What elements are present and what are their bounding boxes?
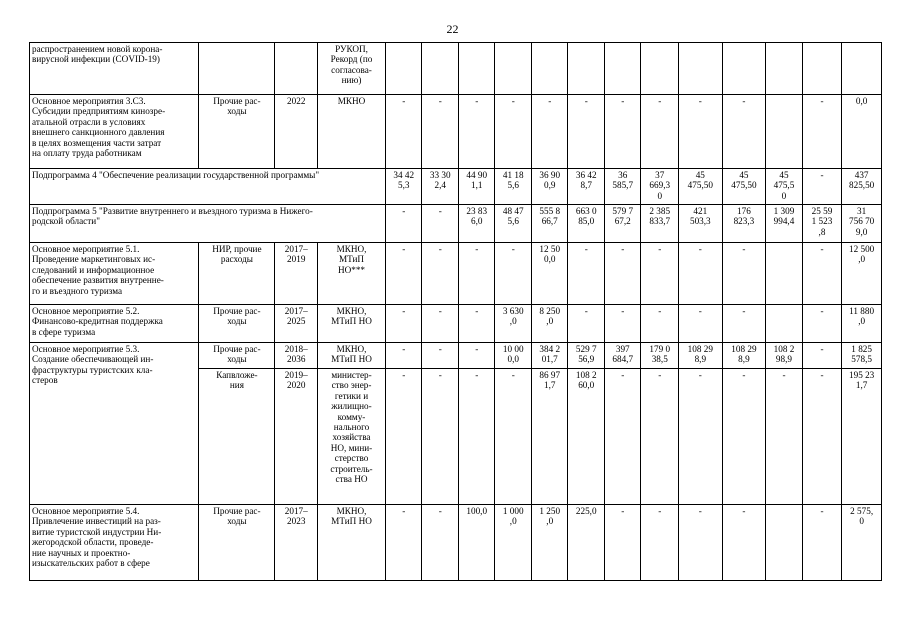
year-value-cell: 86 97 1,7 bbox=[531, 369, 568, 505]
year-value-cell: - bbox=[641, 369, 679, 505]
measure-name-cell: Основное мероприятие 5.1. Проведение маркетинговых ис- следований и информационное обеспечение развития внутренне- го и въездного туризма bbox=[30, 243, 199, 305]
year-value-cell: - bbox=[385, 305, 422, 343]
year-value-cell: - bbox=[458, 95, 495, 169]
year-value-cell: - bbox=[422, 243, 459, 305]
year-value-cell: 421 503,3 bbox=[679, 205, 723, 243]
year-value-cell: 179 0 38,5 bbox=[641, 343, 679, 369]
year-value-cell: - bbox=[802, 243, 842, 305]
year-value-cell: 529 7 56,9 bbox=[568, 343, 605, 369]
year-value-cell: 37 669,3 0 bbox=[641, 169, 679, 205]
year-value-cell bbox=[722, 43, 766, 95]
year-value-cell: 384 2 01,7 bbox=[531, 343, 568, 369]
year-value-cell: 31 756 70 9,0 bbox=[842, 205, 882, 243]
year-value-cell bbox=[766, 43, 803, 95]
year-value-cell: 41 18 5,6 bbox=[495, 169, 532, 205]
measure-name-cell: Основное мероприятие 5.4. Привлечение инвестиций на раз- витие туристской индустрии Ни- жегородской области, проведе- ние научных и проектно- изыскательских работ в сфере bbox=[30, 505, 199, 581]
year-value-cell bbox=[842, 43, 882, 95]
year-value-cell: - bbox=[458, 243, 495, 305]
year-value-cell: - bbox=[766, 369, 803, 505]
year-value-cell: - bbox=[495, 369, 532, 505]
year-value-cell: 34 42 5,3 bbox=[385, 169, 422, 205]
year-value-cell: 25 59 1 523 ,8 bbox=[802, 205, 842, 243]
year-value-cell: - bbox=[802, 305, 842, 343]
executor-cell: МКНО, МТиП НО bbox=[318, 505, 386, 581]
table-row bbox=[30, 43, 882, 95]
year-value-cell: 33 30 2,4 bbox=[422, 169, 459, 205]
year-value-cell bbox=[766, 305, 803, 343]
year-value-cell: 23 83 6,0 bbox=[458, 205, 495, 243]
year-value-cell: - bbox=[422, 369, 459, 505]
executor-cell: МКНО, МТиП НО bbox=[318, 343, 386, 369]
year-value-cell: - bbox=[679, 243, 723, 305]
year-value-cell bbox=[458, 43, 495, 95]
year-value-cell bbox=[385, 43, 422, 95]
year-value-cell: - bbox=[385, 95, 422, 169]
year-value-cell: - bbox=[722, 505, 766, 581]
year-value-cell: 48 47 5,6 bbox=[495, 205, 532, 243]
measure-name-cell: Основное мероприятие 5.2. Финансово-кредитная поддержка в сфере туризма bbox=[30, 305, 199, 343]
year-value-cell: 579 7 67,2 bbox=[604, 205, 641, 243]
year-value-cell: - bbox=[722, 369, 766, 505]
year-value-cell: 45 475,50 bbox=[679, 169, 723, 205]
year-value-cell: - bbox=[604, 95, 641, 169]
table-row bbox=[30, 243, 882, 305]
year-value-cell: 100,0 bbox=[458, 505, 495, 581]
executor-cell: МКНО, МТиП НО bbox=[318, 305, 386, 343]
table-row bbox=[30, 169, 882, 205]
period-cell: 2018– 2036 bbox=[275, 343, 318, 369]
year-value-cell: 12 500 ,0 bbox=[842, 243, 882, 305]
year-value-cell: 8 250 ,0 bbox=[531, 305, 568, 343]
year-value-cell: - bbox=[802, 369, 842, 505]
table-row bbox=[30, 505, 882, 581]
year-value-cell: - bbox=[458, 343, 495, 369]
year-value-cell: - bbox=[495, 243, 532, 305]
year-value-cell: - bbox=[385, 343, 422, 369]
year-value-cell: 44 90 1,1 bbox=[458, 169, 495, 205]
table-row bbox=[30, 305, 882, 343]
year-value-cell: 225,0 bbox=[568, 505, 605, 581]
year-value-cell: - bbox=[802, 343, 842, 369]
year-value-cell: - bbox=[422, 505, 459, 581]
year-value-cell: - bbox=[422, 305, 459, 343]
year-value-cell: - bbox=[604, 243, 641, 305]
year-value-cell: - bbox=[458, 369, 495, 505]
year-value-cell: - bbox=[722, 305, 766, 343]
year-value-cell: - bbox=[802, 95, 842, 169]
year-value-cell: - bbox=[604, 305, 641, 343]
year-value-cell: - bbox=[422, 205, 459, 243]
budget-table bbox=[29, 42, 882, 581]
year-value-cell: 36 42 8,7 bbox=[568, 169, 605, 205]
year-value-cell: 195 23 1,7 bbox=[842, 369, 882, 505]
expense-type-cell: НИР, прочие расходы bbox=[199, 243, 275, 305]
year-value-cell: - bbox=[568, 95, 605, 169]
year-value-cell bbox=[531, 43, 568, 95]
year-value-cell: - bbox=[422, 95, 459, 169]
year-value-cell: 45 475,5 0 bbox=[766, 169, 803, 205]
year-value-cell: - bbox=[679, 305, 723, 343]
year-value-cell: - bbox=[604, 369, 641, 505]
year-value-cell: - bbox=[568, 305, 605, 343]
measure-name-cell: Основное мероприятия 3.С3. Субсидии предприятиям кинозре- атальной отрасли в условиях внешнего санкционного давления в целях возмещения части затрат на оплату труда работникам bbox=[30, 95, 199, 169]
period-cell: 2017– 2023 bbox=[275, 505, 318, 581]
year-value-cell: - bbox=[385, 369, 422, 505]
year-value-cell bbox=[766, 505, 803, 581]
year-value-cell bbox=[422, 43, 459, 95]
executor-cell: МКНО, МТиП НО*** bbox=[318, 243, 386, 305]
year-value-cell: 108 29 8,9 bbox=[722, 343, 766, 369]
year-value-cell: 108 29 8,9 bbox=[679, 343, 723, 369]
table-row bbox=[30, 95, 882, 169]
year-value-cell: 108 2 98,9 bbox=[766, 343, 803, 369]
year-value-cell: - bbox=[641, 305, 679, 343]
year-value-cell: 36 585,7 bbox=[604, 169, 641, 205]
year-value-cell: - bbox=[641, 505, 679, 581]
table-row bbox=[30, 205, 882, 243]
year-value-cell bbox=[495, 43, 532, 95]
subprogram-title: Подпрограмма 4 "Обеспечение реализации государственной программы" bbox=[30, 169, 386, 205]
year-value-cell: 1 000 ,0 bbox=[495, 505, 532, 581]
year-value-cell bbox=[641, 43, 679, 95]
expense-type-cell: Прочие рас- ходы bbox=[199, 343, 275, 369]
year-value-cell: - bbox=[722, 95, 766, 169]
year-value-cell: 0,0 bbox=[842, 95, 882, 169]
table-row bbox=[30, 343, 882, 369]
year-value-cell bbox=[568, 43, 605, 95]
year-value-cell: - bbox=[679, 95, 723, 169]
year-value-cell: 108 2 60,0 bbox=[568, 369, 605, 505]
page-number: 22 bbox=[446, 22, 459, 36]
year-value-cell: - bbox=[679, 505, 723, 581]
executor-cell: РУКОП, Рекорд (по согласова- нию) bbox=[318, 43, 386, 95]
year-value-cell: 1 309 994,4 bbox=[766, 205, 803, 243]
measure-name-cell: Основное мероприятие 5.3. Создание обеспечивающей ин- фраструктуры туристских кла- стеров bbox=[30, 343, 199, 505]
year-value-cell: - bbox=[679, 369, 723, 505]
period-cell: 2022 bbox=[275, 95, 318, 169]
year-value-cell: - bbox=[641, 95, 679, 169]
year-value-cell: 12 50 0,0 bbox=[531, 243, 568, 305]
year-value-cell bbox=[766, 243, 803, 305]
year-value-cell bbox=[802, 43, 842, 95]
year-value-cell: - bbox=[385, 505, 422, 581]
year-value-cell: 10 00 0,0 bbox=[495, 343, 532, 369]
period-cell: 2019– 2020 bbox=[275, 369, 318, 505]
year-value-cell: 555 8 66,7 bbox=[531, 205, 568, 243]
year-value-cell: - bbox=[385, 205, 422, 243]
expense-type-cell: Прочие рас- ходы bbox=[199, 505, 275, 581]
year-value-cell bbox=[604, 43, 641, 95]
period-cell bbox=[275, 43, 318, 95]
subprogram-title: Подпрограмма 5 "Развитие внутреннего и въездного туризма в Нижего- родской области" bbox=[30, 205, 386, 243]
year-value-cell: 3 630 ,0 bbox=[495, 305, 532, 343]
year-value-cell: 397 684,7 bbox=[604, 343, 641, 369]
year-value-cell bbox=[679, 43, 723, 95]
year-value-cell: - bbox=[604, 505, 641, 581]
period-cell: 2017– 2019 bbox=[275, 243, 318, 305]
year-value-cell: 11 880 ,0 bbox=[842, 305, 882, 343]
year-value-cell: - bbox=[422, 343, 459, 369]
measure-name-cell: распространением новой корона- вирусной инфекции (COVID-19) bbox=[30, 43, 199, 95]
year-value-cell: 2 385 833,7 bbox=[641, 205, 679, 243]
expense-type-cell: Капвложе- ния bbox=[199, 369, 275, 505]
year-value-cell: - bbox=[802, 505, 842, 581]
year-value-cell: 36 90 0,9 bbox=[531, 169, 568, 205]
year-value-cell: - bbox=[531, 95, 568, 169]
year-value-cell: - bbox=[641, 243, 679, 305]
year-value-cell: - bbox=[568, 243, 605, 305]
year-value-cell: 663 0 85,0 bbox=[568, 205, 605, 243]
expense-type-cell: Прочие рас- ходы bbox=[199, 95, 275, 169]
year-value-cell: 45 475,50 bbox=[722, 169, 766, 205]
expense-type-cell: Прочие рас- ходы bbox=[199, 305, 275, 343]
year-value-cell: - bbox=[495, 95, 532, 169]
year-value-cell: 437 825,50 bbox=[842, 169, 882, 205]
period-cell: 2017– 2025 bbox=[275, 305, 318, 343]
year-value-cell: - bbox=[802, 169, 842, 205]
year-value-cell: 176 823,3 bbox=[722, 205, 766, 243]
year-value-cell: - bbox=[722, 243, 766, 305]
year-value-cell: - bbox=[458, 305, 495, 343]
expense-type-cell bbox=[199, 43, 275, 95]
executor-cell: МКНО bbox=[318, 95, 386, 169]
executor-cell: министер- ство энер- гетики и жилищно- комму- нального хозяйства НО, мини- стерство строитель- ства НО bbox=[318, 369, 386, 505]
year-value-cell: 2 575, 0 bbox=[842, 505, 882, 581]
year-value-cell bbox=[766, 95, 803, 169]
year-value-cell: 1 250 ,0 bbox=[531, 505, 568, 581]
year-value-cell: - bbox=[385, 243, 422, 305]
year-value-cell: 1 825 578,5 bbox=[842, 343, 882, 369]
